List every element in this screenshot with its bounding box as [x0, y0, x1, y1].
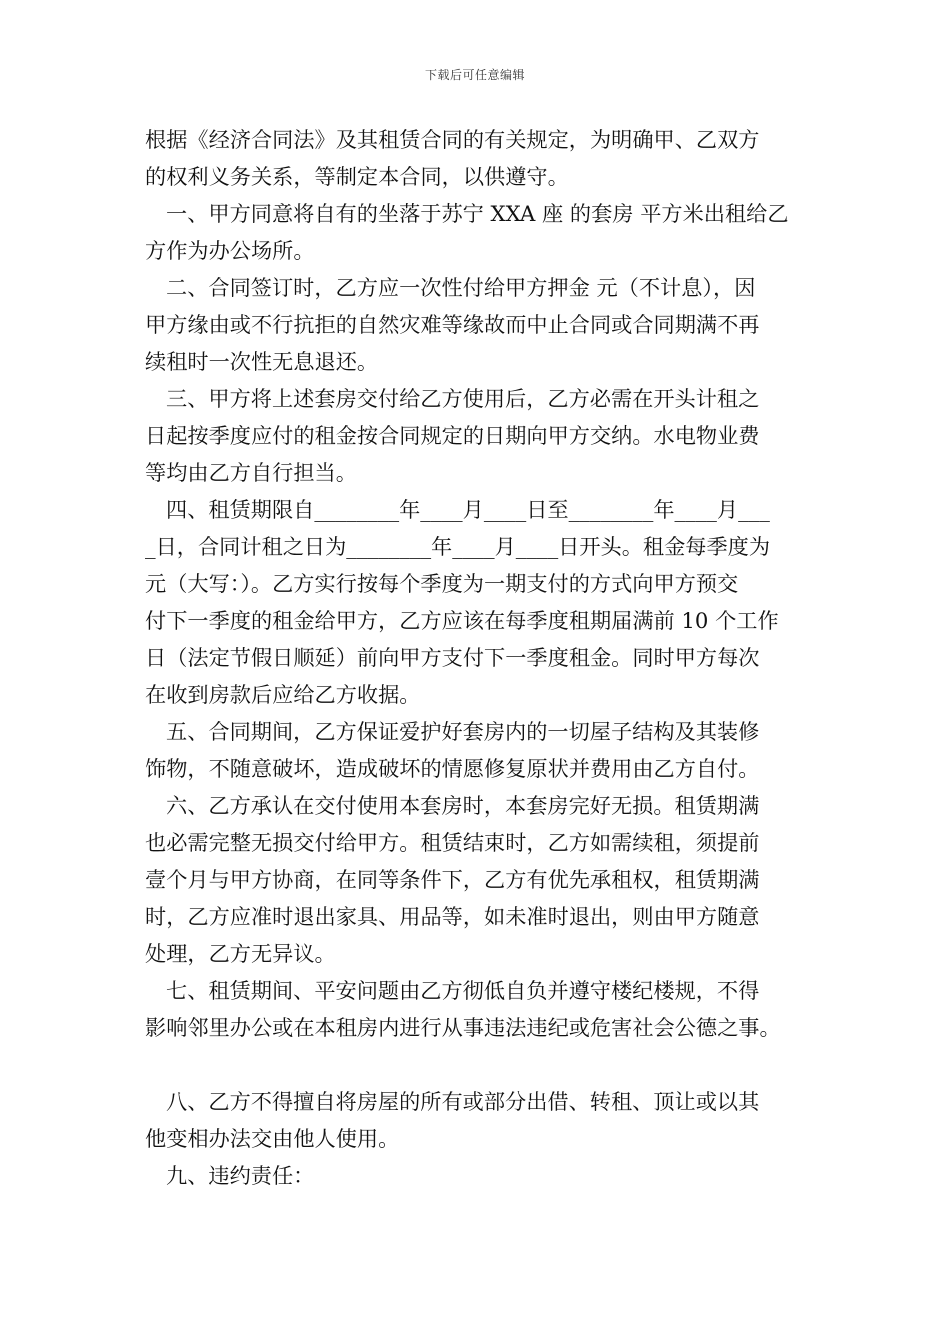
text-line: 壹个月与甲方协商，在同等条件下，乙方有优先承租权，租赁期满: [145, 867, 760, 892]
clause-5: [145, 713, 817, 787]
text-line: 饰物，不随意破坏，造成破坏的情愿修复原状并费用由乙方自付。: [145, 756, 760, 781]
text-line: 二、合同签订时，乙方应一次性付给甲方押金 元（不计息），因: [166, 275, 756, 300]
contract-body: [145, 121, 817, 1194]
text-line: 四、租赁期限自________年____月____日至________年____月___: [166, 497, 770, 522]
text-line: 处理，乙方无异议。: [145, 941, 336, 966]
clause-3: [145, 380, 817, 491]
blank-line: [145, 1046, 817, 1083]
text-line: 七、租赁期间、平安问题由乙方彻低自负并遵守楼纪楼规，不得: [166, 978, 760, 1003]
text-line: 等均由乙方自行担当。: [145, 460, 357, 485]
text-line: 六、乙方承认在交付使用本套房时，本套房完好无损。租赁期满: [166, 793, 760, 818]
text-line: 八、乙方不得擅自将房屋的所有或部分出借、转租、顶让或以其: [166, 1089, 760, 1114]
text-line: 续租时一次性无息退还。: [145, 349, 379, 374]
text-line: 也必需完整无损交付给甲方。租赁结束时，乙方如需续租，须提前: [145, 830, 760, 855]
page-header-note: 下载后可任意编辑: [424, 68, 525, 82]
clause-4: [145, 491, 817, 713]
text-line: 付下一季度的租金给甲方，乙方应该在每季度租期届满前 10 个工作: [145, 608, 779, 633]
text-line: 一、甲方同意将自有的坐落于苏宁 XXA 座 的套房 平方米出租给乙: [166, 201, 789, 226]
text-line: 在收到房款后应给乙方收据。: [145, 682, 421, 707]
text-line: 九、违约责任：: [166, 1163, 315, 1188]
clause-2: [145, 269, 817, 380]
text-line: 他变相办法交由他人使用。: [145, 1126, 400, 1151]
clause-9: [145, 1157, 817, 1194]
text-line: 根据《经济合同法》及其租赁合同的有关规定，为明确甲、乙双方: [145, 127, 760, 152]
text-line: 时，乙方应准时退出家具、用品等，如未准时退出，则由甲方随意: [145, 904, 760, 929]
text-line: 甲方缘由或不行抗拒的自然灾难等缘故而中止合同或合同期满不再: [145, 312, 760, 337]
text-line: 日（法定节假日顺延）前向甲方支付下一季度租金。同时甲方每次: [145, 645, 760, 670]
text-line: 影响邻里办公或在本租房内进行从事违法违纪或危害社会公德之事。: [145, 1015, 781, 1040]
text-line: 方作为办公场所。: [145, 238, 315, 263]
clause-6: [145, 787, 817, 972]
clause-8: [145, 1083, 817, 1157]
clause-7: [145, 972, 817, 1046]
text-line: _日，合同计租之日为________年____月____日开头。租金每季度为: [145, 534, 771, 559]
text-line: 的权利义务关系，等制定本合同，以供遵守。: [145, 164, 569, 189]
text-line: 三、甲方将上述套房交付给乙方使用后，乙方必需在开头计租之: [166, 386, 760, 411]
text-line: 日起按季度应付的租金按合同规定的日期向甲方交纳。水电物业费: [145, 423, 760, 448]
text-line: 元（大写：）。乙方实行按每个季度为一期支付的方式向甲方预交: [145, 571, 739, 596]
clause-1: [145, 195, 817, 269]
paragraph-preamble: [145, 121, 817, 195]
text-line: 五、合同期间，乙方保证爱护好套房内的一切屋子结构及其装修: [166, 719, 760, 744]
